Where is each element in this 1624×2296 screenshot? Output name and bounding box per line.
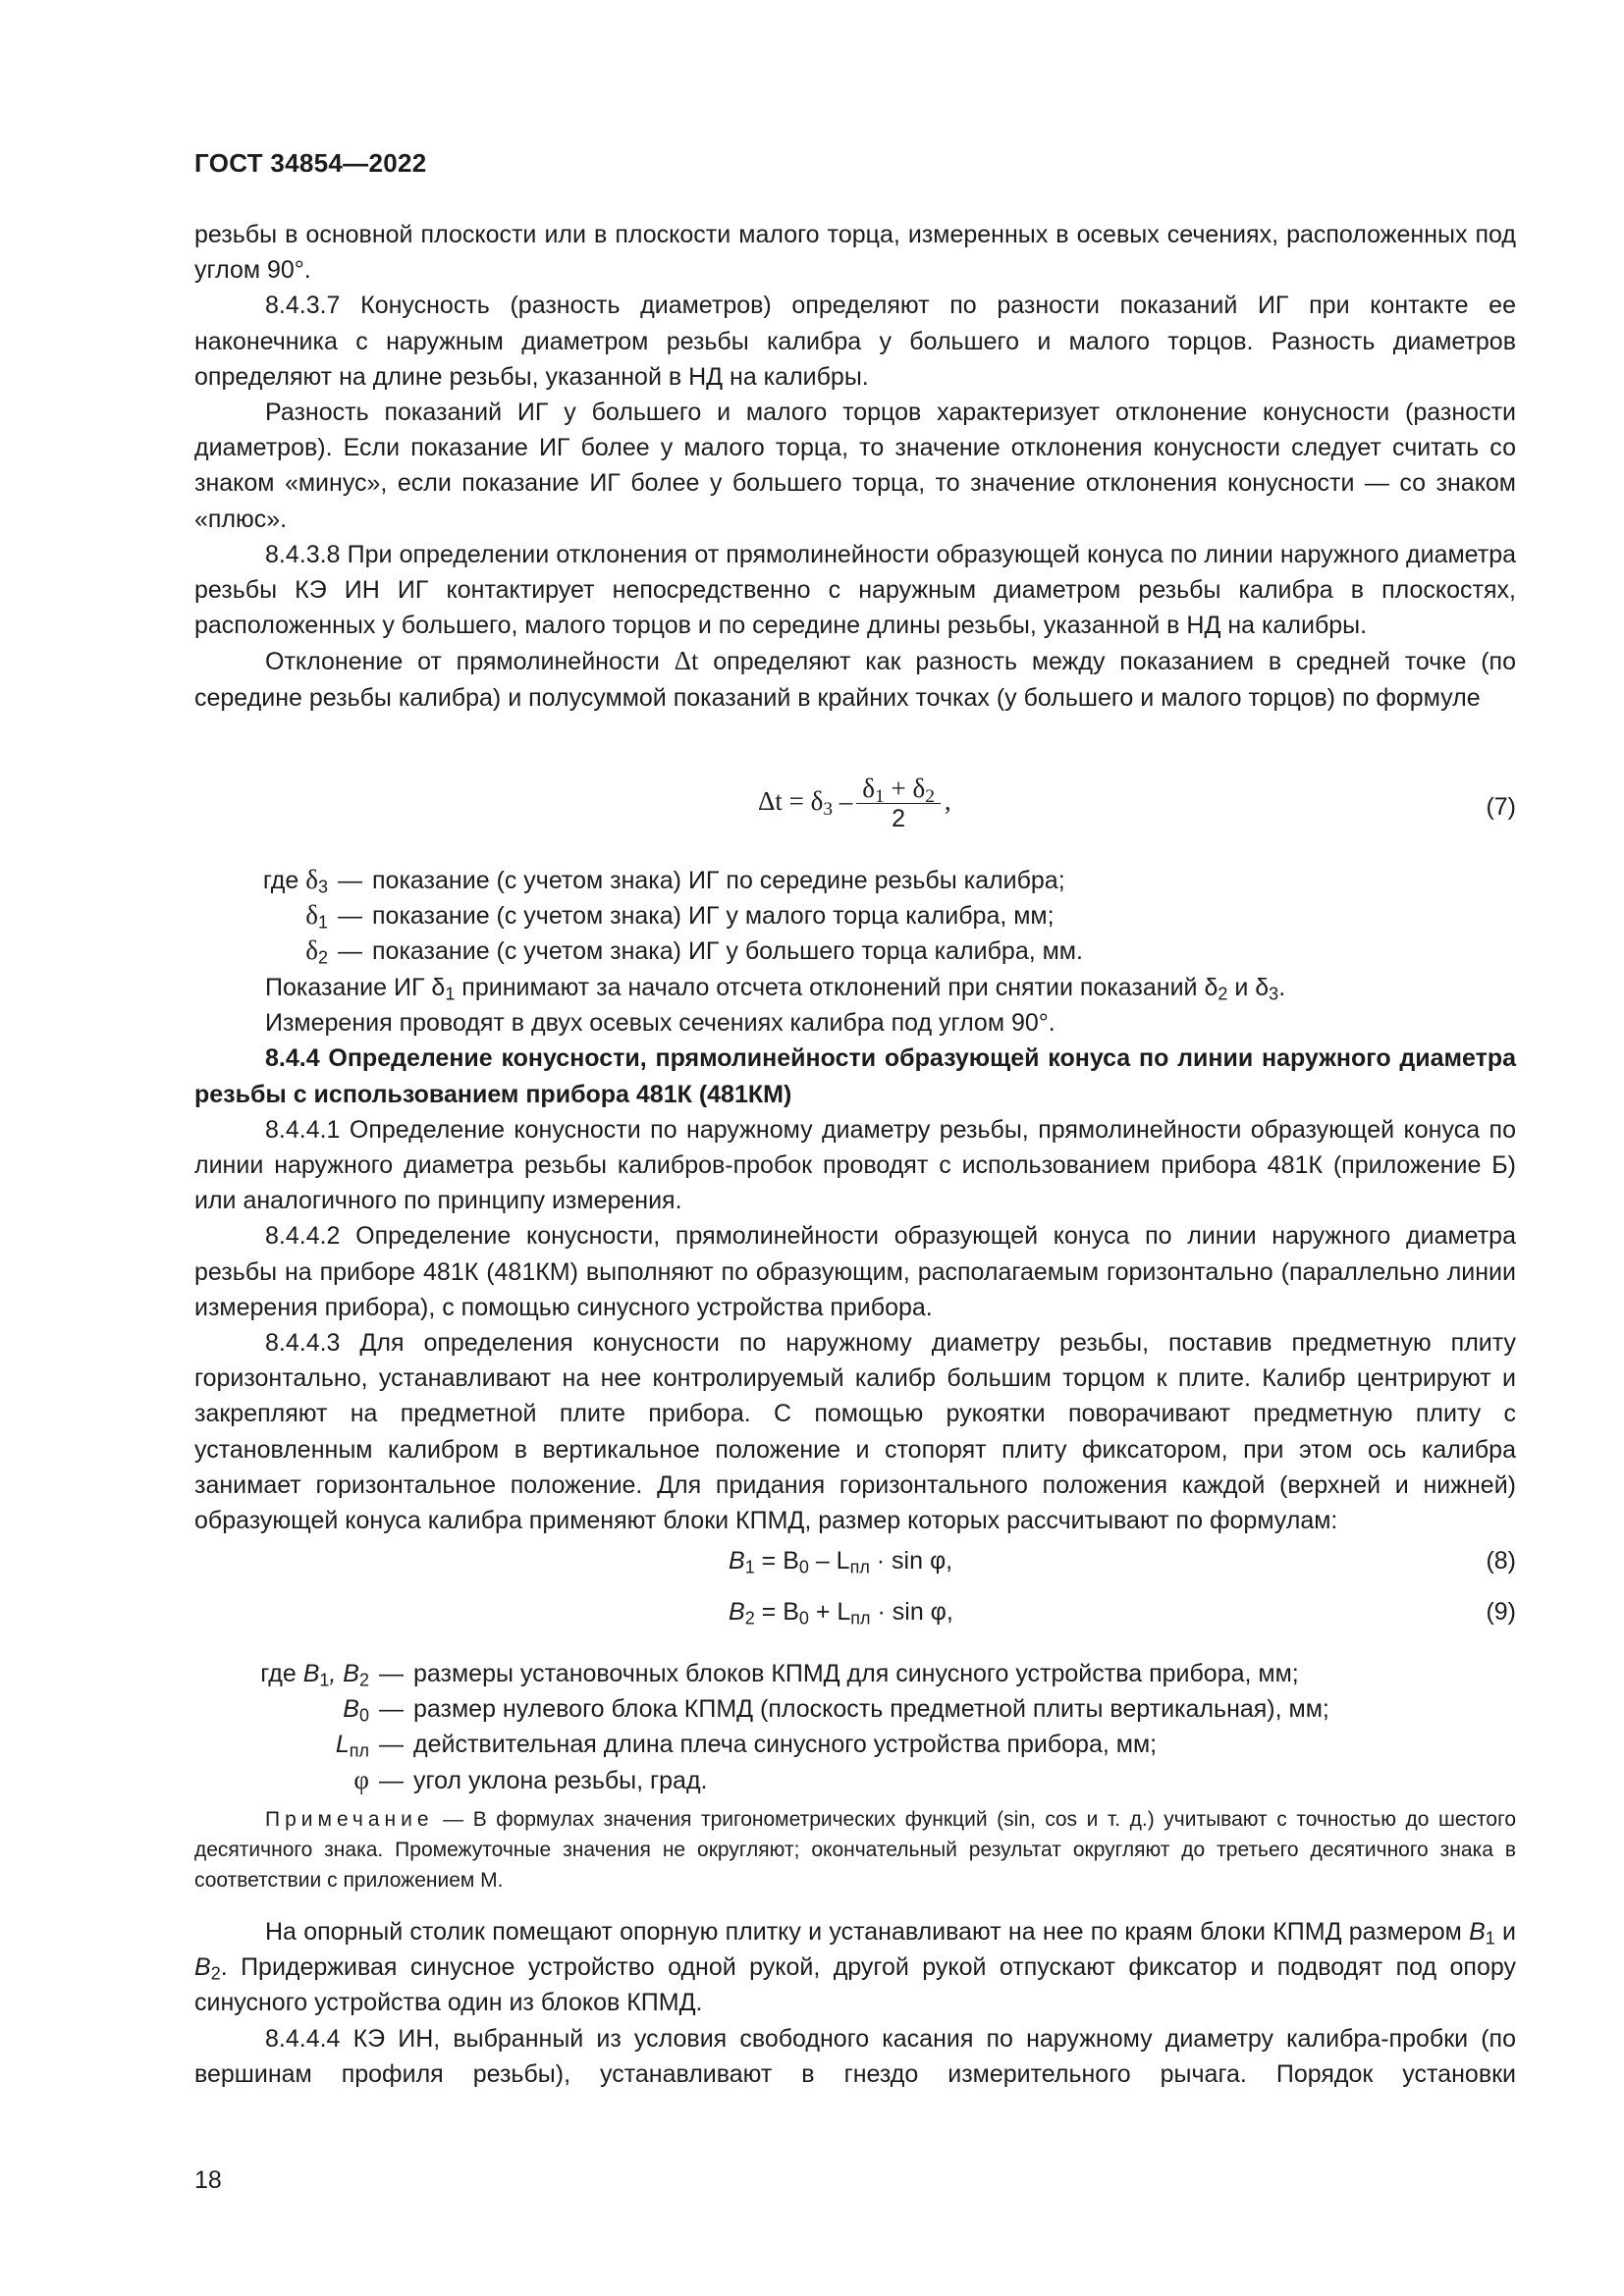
where-list-deltas	[194, 862, 1516, 968]
paragraph-8-4-4-1: 8.4.4.1 Определение конусности по наружному диаметру резьбы, прямолинейности образующей конуса по линии наружного диаметра резьбы калибров-пробок проводят с использованием прибора 481К (приложение Б) или аналогичного по принципу измерения.	[194, 1115, 1516, 1215]
text-block-1	[194, 217, 1516, 716]
where-row-delta-1: $\delta_1$ — показание (с учетом знака) ИГ у малого торца калибра, мм;	[305, 900, 1055, 933]
where-row-phi: φ — угол уклона резьбы, град.	[353, 1765, 708, 1794]
where-row-delta-2: $\delta_2$ — показание (с учетом знака) ИГ у большего торца калибра, мм.	[305, 935, 1083, 968]
note-block	[194, 1804, 1516, 1896]
where-list-blocks	[194, 1656, 1516, 1797]
formula-9: $B_2 = B_0 + L_{пл} \cdot \sin \varphi$,	[729, 1598, 953, 1629]
where-row-b0: $B_0$ — размер нулевого блока КПМД (плоскость предметной плиты вертикальная), мм;	[343, 1695, 1329, 1726]
paragraph-8-4-4-3: 8.4.4.3 Для определения конусности по наружному диаметру резьбы, поставив предметную плиту горизонтально, устанавливают на нее контролируемый калибр большим торцом к плите. Калибр центрируют и закрепляют на предметной плите прибора. С помощью рукоятки поворачивают предметную плиту с установленным калибром в вертикальное положение и стопорят плиту фиксатором, при этом ось калибра занимает горизонтальное положение. Для придания горизонтального положения каждой (верхней и нижней) образующей конуса калибра применяют блоки КПМД, размер которых рассчитывают по формулам:	[194, 1329, 1516, 1535]
where-row-b1-b2: где $B_1$, $B_2$ — размеры установочных блоков КПМД для синусного устройства прибора, мм;	[260, 1660, 1299, 1690]
paragraph-8-4-4-4: 8.4.4.4 КЭ ИН, выбранный из условия свободного касания по наружному диаметру калибра-пробки (по вершинам профиля резьбы), устанавливают в гнездо измерительного рычага. Порядок установки	[194, 2024, 1516, 2088]
formula-7-number: (7)	[1486, 793, 1516, 821]
document-code-header: ГОСТ 34854—2022	[194, 148, 427, 178]
formula-9-number: (9)	[1486, 1598, 1516, 1626]
text-block-2	[194, 970, 1516, 1538]
paragraph-8-4-3-8: 8.4.3.8 При определении отклонения от прямолинейности образующей конуса по линии наружного диаметра резьбы КЭ ИН ИГ контактирует непосредственно с наружным диаметром резьбы калибра в плоскостях, расположенных у большего, малого торцов и по середине длины резьбы, указанной в НД на калибры.	[194, 540, 1516, 640]
note-text: — В формулах значения тригонометрических функций (sin, cos и т. д.) учитывают с точностью до шестого десятичного знака. Промежуточные значения не округляют; окончательный результат округляют до третьего десятичного знака в соответствии с приложением М.	[194, 1808, 1516, 1892]
paragraph-straightness-deviation: Отклонение от прямолинейности Δt определяют как разность между показанием в средней точке (по середине резьбы калибра) и полусуммой показаний в крайних точках (у большего и малого торцов) по формуле	[194, 646, 1516, 712]
delta-t-symbol: Δt	[674, 646, 699, 676]
paragraph-support-table: На опорный столик помещают опорную плитку и устанавливают на нее по краям блоки КПМД размером $B_1$ и $B_2$. Придерживая синусное устройство одной рукой, другой рукой отпускают фиксатор и подводят под опору синусного устройства один из блоков КПМД.	[194, 1918, 1516, 2017]
formula-7: $\Delta t = \delta_3$ – $\frac{\delta_1 + \delta_2}{2}$ ,	[758, 774, 951, 832]
formula-7-fraction: $\frac{\delta_1 + \delta_2}{2}$	[856, 774, 941, 833]
formula-8: $B_1 = B_0 - L_{пл} \cdot \sin \varphi$,	[729, 1547, 953, 1577]
text-block-3	[194, 1914, 1516, 2092]
paragraph-axial-sections: Измерения проводят в двух осевых сечениях калибра под углом 90°.	[265, 1009, 1056, 1038]
section-heading-8-4-4: 8.4.4 Определение конусности, прямолинейности образующей конуса по линии наружного диаметра резьбы с использованием прибора 481К (481КМ)	[194, 1044, 1516, 1108]
note-label: Примечание	[265, 1808, 434, 1831]
paragraph-continuation: резьбы в основной плоскости или в плоскости малого торца, измеренных в осевых сечениях, расположенных под углом 90°.	[194, 221, 1516, 285]
paragraph-8-4-4-2: 8.4.4.2 Определение конусности, прямолинейности образующей конуса по линии наружного диаметра резьбы на приборе 481К (481КМ) выполняют по образующим, располагаемым горизонтально (параллельно линии измерения прибора), с помощью синусного устройства прибора.	[194, 1222, 1516, 1321]
paragraph-reference-zero: Показание ИГ $\delta_1$ принимают за начало отсчета отклонений при снятии показаний $\delta_2$ и $\delta_3$.	[265, 974, 1286, 1004]
where-row-lpl: $L_{пл}$ — действительная длина плеча синусного устройства прибора, мм;	[335, 1731, 1158, 1761]
paragraph-8-4-3-7: 8.4.3.7 Конусность (разность диаметров) определяют по разности показаний ИГ при контакте ее наконечника с наружным диаметром резьбы калибра у большего и малого торцов. Разность диаметров определяют на длине резьбы, указанной в НД на калибры.	[194, 292, 1516, 391]
page-number: 18	[194, 2166, 222, 2194]
paragraph-diameter-difference: Разность показаний ИГ у большего и малого торцов характеризует отклонение конусности (разности диаметров). Если показание ИГ более у малого торца, то значение отклонения конусности следует считать со знаком «минус», если показание ИГ более у большего торца, то значение отклонения конусности — со знаком «плюс».	[194, 399, 1516, 533]
formula-8-number: (8)	[1486, 1547, 1516, 1575]
where-row-delta-3: где $\delta_3$ — показание (с учетом знака) ИГ по середине резьбы калибра;	[262, 865, 1065, 897]
